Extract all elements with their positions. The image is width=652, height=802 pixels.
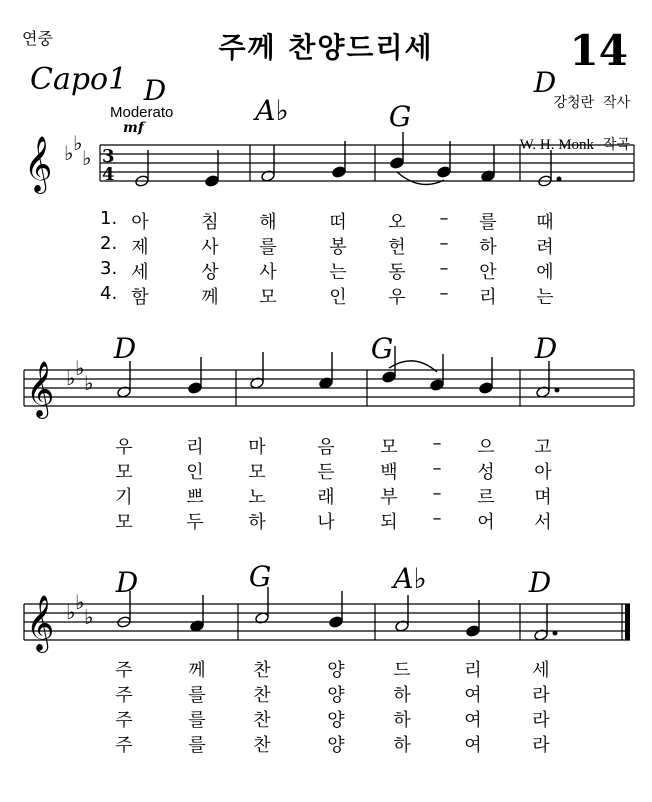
lyric-syllable: – — [439, 258, 449, 279]
verse-number: 3. — [100, 258, 118, 279]
lyric-syllable: 기 — [115, 487, 133, 508]
chord-symbol: D — [533, 66, 557, 99]
lyric-syllable: 함 — [131, 287, 149, 308]
chord-symbol: A♭ — [393, 562, 427, 595]
lyric-syllable: 모 — [115, 512, 133, 533]
lyricist-credit: 강청란 작사 — [553, 95, 630, 111]
lyric-syllable: 찬 — [253, 685, 271, 706]
lyric-syllable: 음 — [317, 437, 335, 458]
lyric-syllable: 에 — [536, 262, 554, 283]
lyric-syllable: – — [439, 233, 449, 254]
treble-clef-icon: 𝄞 — [26, 595, 55, 651]
lyric-syllable: 께 — [201, 287, 219, 308]
lyric-syllable: 모 — [248, 462, 266, 483]
chord-symbol: G — [388, 100, 412, 133]
chord-symbol: G — [248, 560, 272, 593]
lyric-syllable: 를 — [188, 735, 206, 756]
lyric-syllable: 해 — [259, 212, 277, 233]
lyric-syllable: 하 — [393, 710, 411, 731]
lyric-syllable: 사 — [259, 262, 277, 283]
lyric-syllable: 침 — [201, 212, 219, 233]
lyric-syllable: 어 — [477, 512, 495, 533]
lyric-syllable: 주 — [115, 685, 133, 706]
staff-1 — [100, 145, 634, 181]
note — [538, 150, 561, 187]
note — [536, 361, 559, 398]
lyric-syllable: 세 — [532, 660, 550, 681]
lyric-syllable: 여 — [464, 735, 482, 756]
lyric-syllable: 모 — [380, 437, 398, 458]
lyric-syllable: 양 — [327, 660, 345, 681]
flat-icon: ♭ — [75, 356, 85, 380]
note — [188, 357, 203, 394]
lyric-syllable: 부 — [380, 487, 398, 508]
note — [430, 354, 445, 391]
lyric-syllable: 리 — [464, 660, 482, 681]
lyric-syllable: 주 — [115, 735, 133, 756]
time-signature-top: 3 — [102, 146, 115, 167]
lyric-syllable: 마 — [248, 437, 266, 458]
lyric-syllable: 사 — [201, 237, 219, 258]
lyric-syllable: 쁘 — [186, 487, 204, 508]
chord-symbol: D — [113, 332, 137, 365]
treble-clef-icon: 𝄞 — [24, 136, 53, 192]
lyric-syllable: 리 — [479, 287, 497, 308]
lyric-syllable: 든 — [317, 462, 335, 483]
lyric-syllable: 두 — [186, 512, 204, 533]
lyric-syllable: 드 — [393, 660, 411, 681]
lyric-syllable: 는 — [329, 262, 347, 283]
lyric-syllable: 라 — [532, 710, 550, 731]
lyric-syllable: – — [439, 208, 449, 229]
lyric-syllable: 오 — [388, 212, 406, 233]
lyric-syllable: 으 — [477, 437, 495, 458]
lyric-syllable: 떠 — [329, 212, 347, 233]
flat-icon: ♭ — [84, 605, 94, 629]
lyric-syllable: 께 — [188, 660, 206, 681]
lyric-syllable: 리 — [186, 437, 204, 458]
lyric-syllable: – — [432, 483, 442, 504]
note — [135, 150, 150, 187]
lyric-syllable: – — [432, 508, 442, 529]
composer-role: 작곡 — [602, 137, 630, 153]
flat-icon: ♭ — [84, 371, 94, 395]
composer-name: W. H. Monk — [519, 137, 595, 153]
lyric-syllable: 여 — [464, 685, 482, 706]
flat-icon: ♭ — [75, 590, 85, 614]
treble-clef-icon: 𝄞 — [26, 361, 55, 417]
lyric-syllable: 하 — [393, 735, 411, 756]
lyric-syllable: 인 — [329, 287, 347, 308]
lyric-syllable: 되 — [380, 512, 398, 533]
note — [395, 595, 410, 632]
note — [117, 361, 132, 398]
lyric-syllable: 는 — [536, 287, 554, 308]
lyric-syllable: 고 — [534, 437, 552, 458]
lyric-syllable: 세 — [131, 262, 149, 283]
lyric-syllable: – — [439, 283, 449, 304]
lyric-syllable: 래 — [317, 487, 335, 508]
lyric-syllable: 봉 — [329, 237, 347, 258]
verse-number: 2. — [100, 233, 118, 254]
lyric-syllable: 우 — [388, 287, 406, 308]
lyric-syllable: 성 — [477, 462, 495, 483]
chord-symbol: D — [534, 332, 558, 365]
lyric-syllable: 양 — [327, 735, 345, 756]
flat-icon: ♭ — [66, 600, 76, 624]
lyric-syllable: 서 — [534, 512, 552, 533]
note — [205, 150, 220, 187]
lyric-syllable: 아 — [131, 212, 149, 233]
lyric-syllable: 때 — [536, 212, 554, 233]
note — [190, 595, 205, 632]
note — [332, 141, 347, 178]
lyric-syllable: – — [432, 458, 442, 479]
note — [390, 132, 405, 169]
chord-symbol: G — [370, 332, 394, 365]
category-label: 연중 — [22, 29, 53, 48]
note — [437, 141, 452, 178]
lyric-syllable: 모 — [115, 462, 133, 483]
lyric-syllable: 주 — [115, 710, 133, 731]
lyric-syllable: 여 — [464, 710, 482, 731]
lyric-syllable: 안 — [479, 262, 497, 283]
slur — [397, 172, 444, 185]
tempo-marking: Moderato — [110, 104, 174, 121]
verse-number: 1. — [100, 208, 118, 229]
lyric-syllable: – — [432, 433, 442, 454]
lyric-syllable: 모 — [259, 287, 277, 308]
lyric-syllable: 르 — [477, 487, 495, 508]
verse-number: 4. — [100, 283, 118, 304]
note — [250, 352, 265, 389]
staff-3 — [24, 604, 630, 640]
note — [481, 145, 496, 182]
lyric-syllable: 백 — [380, 462, 398, 483]
lyric-syllable: 려 — [536, 237, 554, 258]
note — [319, 352, 334, 389]
lyric-syllable: 우 — [115, 437, 133, 458]
lyric-syllable: 양 — [327, 710, 345, 731]
lyric-syllable: 상 — [201, 262, 219, 283]
lyric-syllable: 하 — [479, 237, 497, 258]
lyric-syllable: 라 — [532, 685, 550, 706]
chord-symbol: D — [528, 566, 552, 599]
lyric-syllable: 제 — [131, 237, 149, 258]
note — [534, 604, 557, 641]
lyric-syllable: 며 — [534, 487, 552, 508]
hymn-number: 14 — [569, 26, 628, 75]
note — [466, 600, 481, 637]
lyric-syllable: 주 — [115, 660, 133, 681]
lyric-syllable: 를 — [479, 212, 497, 233]
lyric-syllable: 찬 — [253, 660, 271, 681]
lyric-syllable: 를 — [188, 685, 206, 706]
chord-symbol: D — [115, 566, 139, 599]
flat-icon: ♭ — [82, 146, 92, 170]
chord-symbol: A♭ — [255, 94, 289, 127]
lyric-syllable: 인 — [186, 462, 204, 483]
note — [329, 591, 344, 628]
dynamic-marking: mf — [123, 120, 144, 136]
lyric-syllable: 를 — [259, 237, 277, 258]
note — [479, 357, 494, 394]
flat-icon: ♭ — [66, 366, 76, 390]
lyric-syllable: 를 — [188, 710, 206, 731]
lyric-syllable: 나 — [317, 512, 335, 533]
capo-handwritten-note: Capo1 — [30, 62, 128, 97]
lyric-syllable: 노 — [248, 487, 266, 508]
lyric-syllable: 하 — [248, 512, 266, 533]
lyric-syllable: 찬 — [253, 735, 271, 756]
lyric-syllable: 양 — [327, 685, 345, 706]
hymn-title: 주께 찬양드리세 — [218, 31, 434, 64]
lyric-syllable: 라 — [532, 735, 550, 756]
flat-icon: ♭ — [73, 131, 83, 155]
time-signature-bottom: 4 — [102, 164, 115, 185]
flat-icon: ♭ — [64, 141, 74, 165]
note — [261, 145, 276, 182]
lyric-syllable: 동 — [388, 262, 406, 283]
lyric-syllable: 아 — [534, 462, 552, 483]
chord-symbol: D — [143, 74, 167, 107]
lyric-syllable: 찬 — [253, 710, 271, 731]
lyric-syllable: 하 — [393, 685, 411, 706]
lyric-syllable: 헌 — [388, 237, 406, 258]
